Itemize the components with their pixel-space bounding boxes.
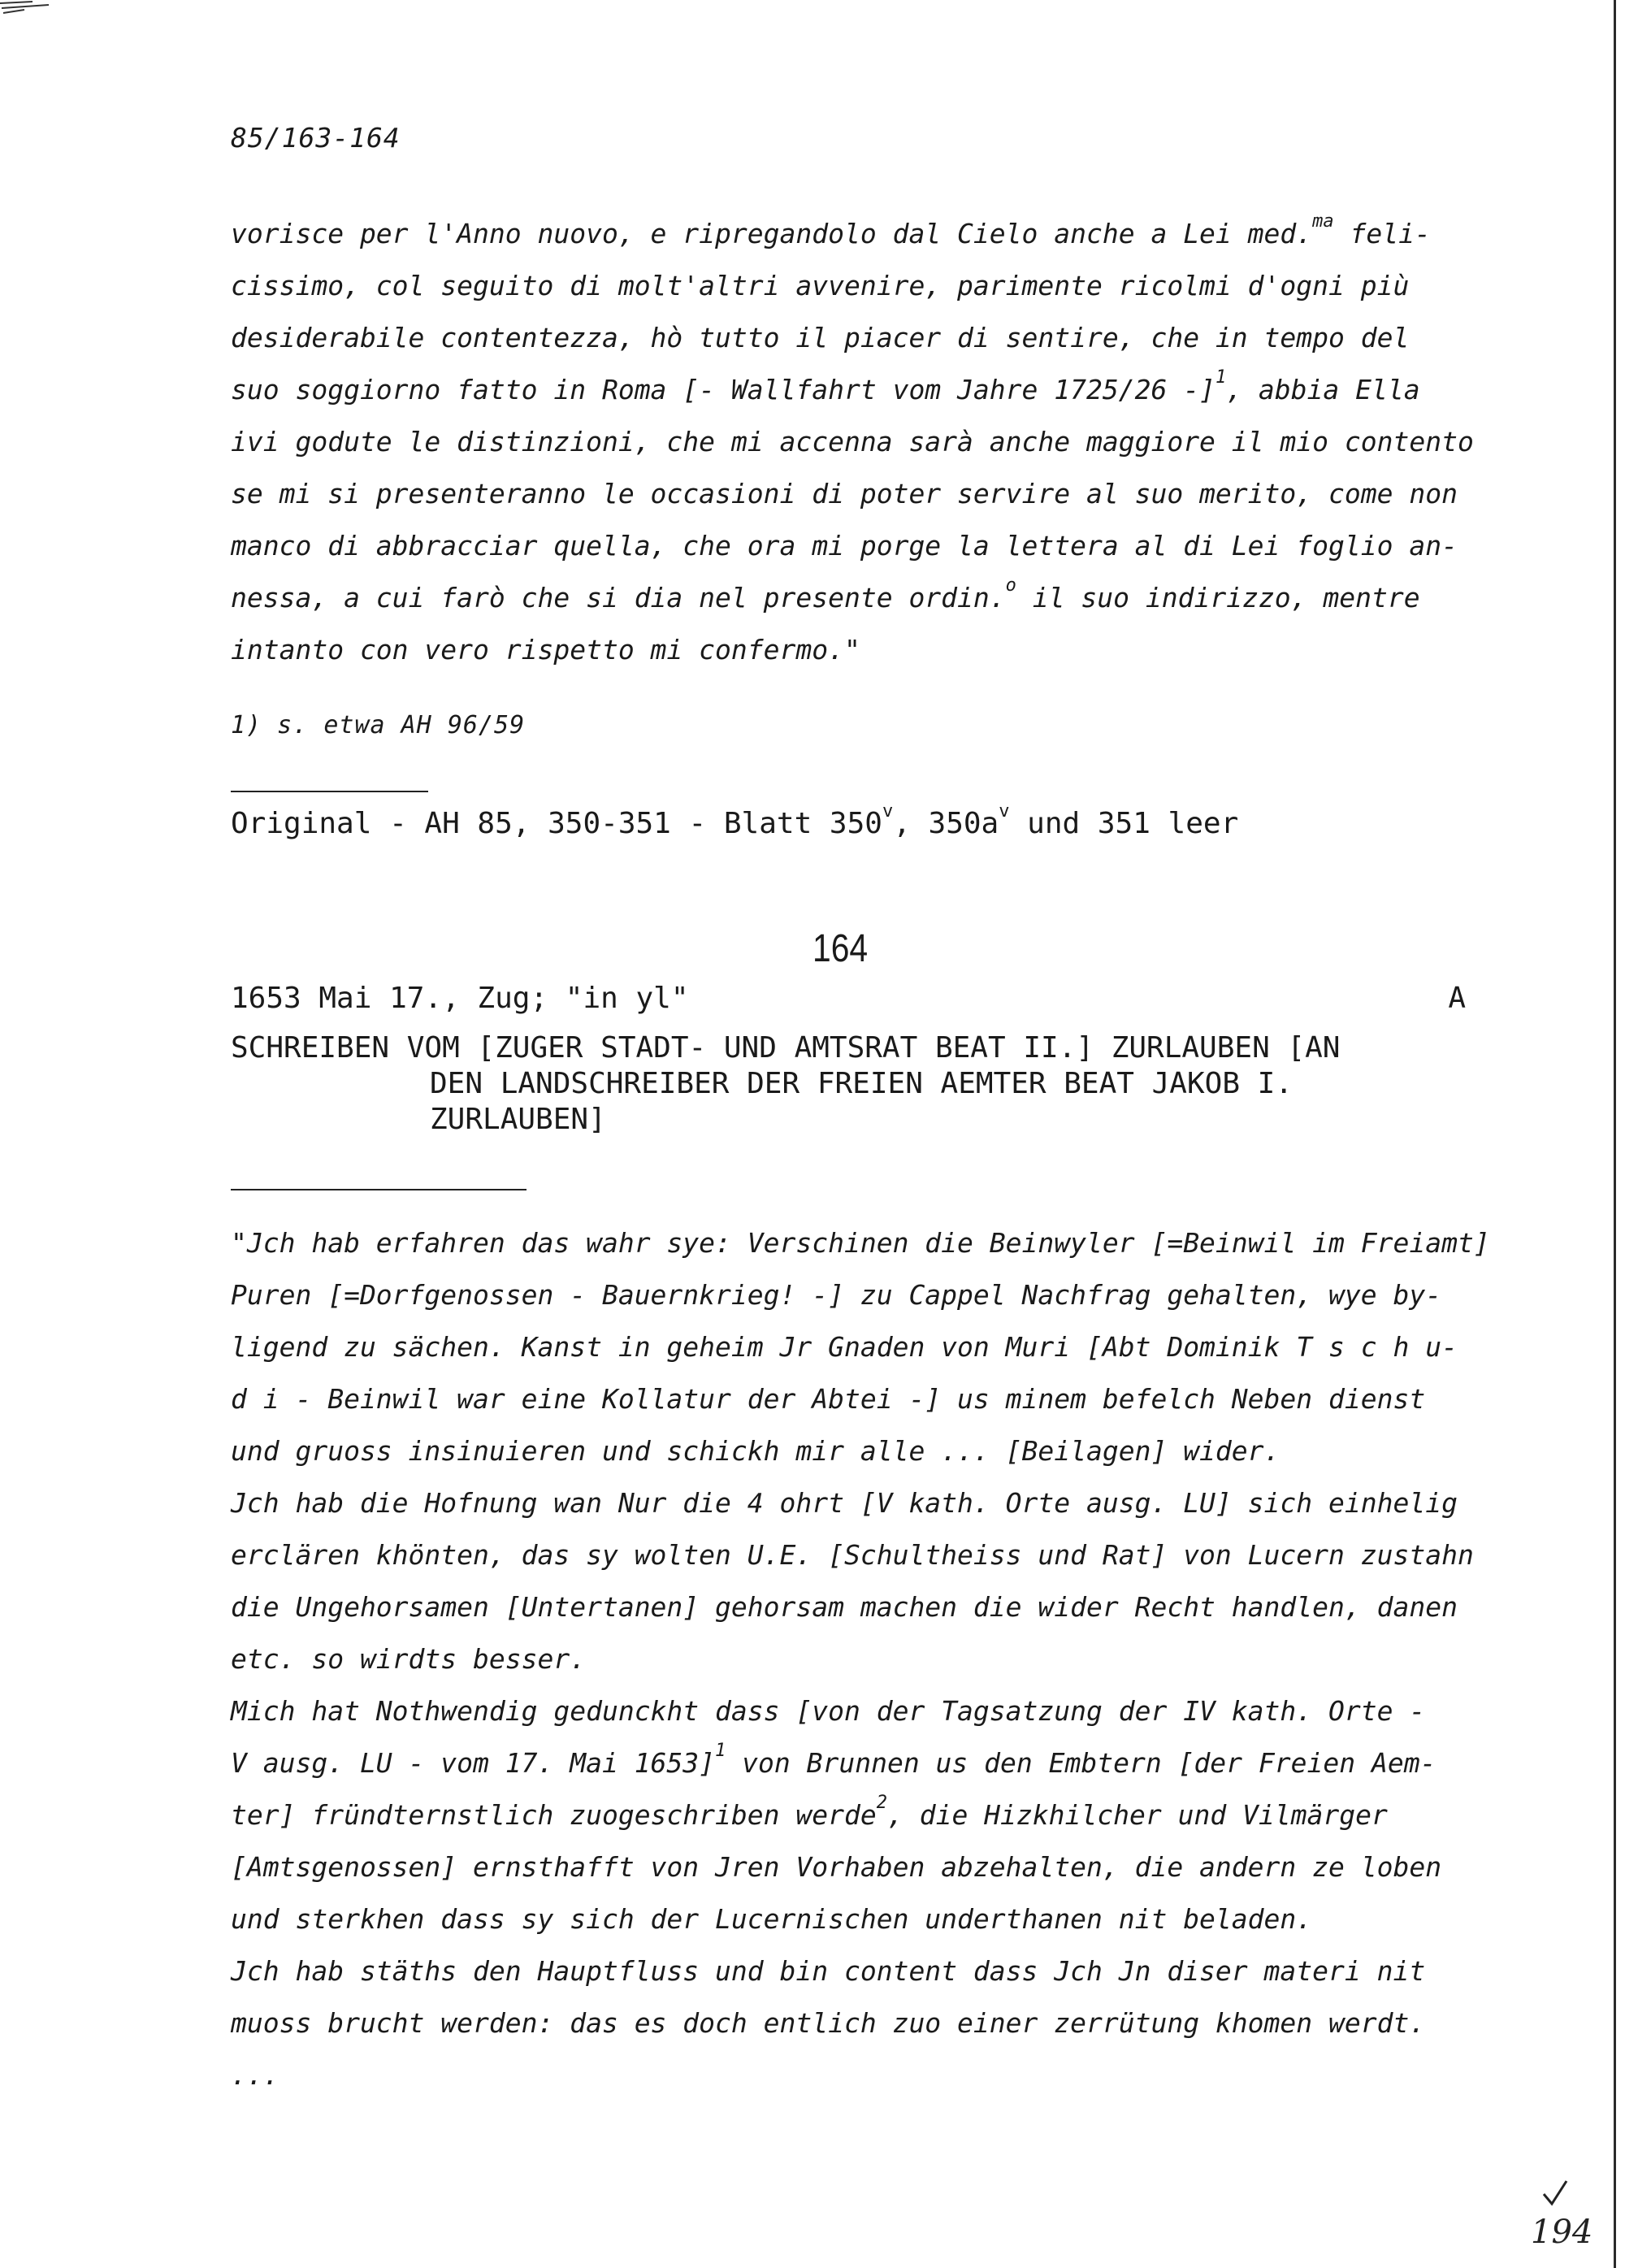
line-text: nessa, a cui farò che si dia nel presente ordin.: [231, 582, 1006, 614]
date-place-line: [231, 982, 1466, 1015]
heading-line: ZURLAUBEN]: [430, 1103, 606, 1136]
footnote: 1) s. etwa AH 96/59: [231, 711, 526, 739]
italian-passage: [231, 208, 1474, 676]
text-line: [231, 1841, 1490, 1893]
letter-text: [231, 1217, 1490, 2101]
line-text: suo soggiorno fatto in Roma [- Wallfahrt vom Jahre 1725/26 -]: [231, 374, 1216, 405]
corner-scan-mark: [0, 0, 57, 33]
line-text: von Brunnen us den Embtern [der Freien Aem-: [726, 1747, 1436, 1779]
text-line: [231, 468, 1474, 520]
line-text: und gruoss insinuieren und schickh mir alle ... [Beilagen] wider.: [231, 1435, 1280, 1467]
text-line: [231, 520, 1474, 572]
superscript: 2: [876, 1793, 887, 1813]
text-line: [231, 1477, 1490, 1529]
text-line: [231, 1685, 1490, 1737]
verso-mark: v: [999, 801, 1010, 822]
text-line: [231, 572, 1474, 624]
text-line: [231, 260, 1474, 312]
superscript: o: [1005, 575, 1016, 596]
line-text: [Amtsgenossen] ernsthafft von Jren Vorhaben abzehalten, die andern ze loben: [231, 1851, 1442, 1883]
line-text: , die Hizkhilcher und Vilmärger: [886, 1799, 1388, 1831]
line-text: Jch hab stäths den Hauptfluss und bin content dass Jch Jn diser materi nit: [231, 1955, 1426, 1987]
superscript: 1: [1215, 367, 1227, 388]
line-text: V ausg. LU - vom 17. Mai 1653]: [231, 1747, 716, 1779]
line-text: die Ungehorsamen [Untertanen] gehorsam machen die wider Recht handlen, danen: [231, 1591, 1458, 1623]
original-note-text: Original - AH 85, 350-351 - Blatt 350: [231, 807, 882, 840]
line-text: desiderabile contentezza, hò tutto il piacer di sentire, che in tempo del: [231, 322, 1410, 353]
line-text: se mi si presenteranno le occasioni di poter servire al suo merito, come non: [231, 478, 1458, 510]
line-text: manco di abbracciar quella, che ora mi porge la lettera al di Lei foglio an-: [231, 530, 1458, 562]
text-line: [231, 1737, 1490, 1789]
heading-line: SCHREIBEN VOM [ZUGER STADT- UND AMTSRAT BEAT II.] ZURLAUBEN [AN: [231, 1031, 1341, 1065]
line-text: "Jch hab erfahren das wahr sye: Verschinen die Beinwyler [=Beinwil im Freiamt]: [231, 1227, 1490, 1259]
line-text: vorisce per l'Anno nuovo, e ripregandolo dal Cielo anche a Lei med.: [231, 218, 1313, 249]
line-text: cissimo, col seguito di molt'altri avvenire, parimente ricolmi d'ogni più: [231, 270, 1410, 301]
line-text: feli-: [1333, 218, 1431, 249]
line-text: ...: [231, 2059, 280, 2091]
line-text: etc. so wirdts besser.: [231, 1643, 587, 1675]
text-line: [231, 1633, 1490, 1685]
superscript: ma: [1312, 211, 1334, 232]
line-text: ter] fründternstlich zuogeschriben werde: [231, 1799, 877, 1831]
line-text: intanto con vero rispetto mi confermo.": [231, 634, 860, 666]
original-note-text: , 350a: [893, 807, 999, 840]
line-text: Jch hab die Hofnung wan Nur die 4 ohrt [V kath. Orte ausg. LU] sich einhelig: [231, 1487, 1458, 1519]
classification-letter: A: [1448, 982, 1466, 1015]
text-line: [231, 1321, 1490, 1373]
line-text: ligend zu sächen. Kanst in geheim Jr Gnaden von Muri [Abt Dominik T s c h u-: [231, 1331, 1458, 1363]
line-text: Mich hat Nothwendig gedunckht dass [von der Tagsatzung der IV kath. Orte -: [231, 1695, 1426, 1727]
original-note: [231, 801, 1239, 840]
text-line: [231, 1373, 1490, 1425]
line-text: d i - Beinwil war eine Kollatur der Abtei -] us minem befelch Neben dienst: [231, 1383, 1426, 1415]
footnote-rule: [231, 791, 428, 792]
page-edge-line: [1614, 0, 1616, 2268]
text-line: [231, 208, 1474, 260]
original-note-text: und 351 leer: [1009, 807, 1239, 840]
line-text: il suo indirizzo, mentre: [1016, 582, 1420, 614]
text-line: [231, 624, 1474, 676]
text-line: [231, 1997, 1490, 2049]
text-line: [231, 364, 1474, 416]
page-reference: 85/163-164: [231, 122, 401, 154]
heading-line: DEN LANDSCHREIBER DER FREIEN AEMTER BEAT JAKOB I.: [430, 1067, 1294, 1100]
text-line: [231, 1581, 1490, 1633]
line-text: Puren [=Dorfgenossen - Bauernkrieg! -] zu Cappel Nachfrag gehalten, wye by-: [231, 1279, 1442, 1311]
line-text: ivi godute le distinzioni, che mi accenna sarà anche maggiore il mio contento: [231, 426, 1474, 458]
line-text: erclären khönten, das sy wolten U.E. [Schultheiss und Rat] von Lucern zustahn: [231, 1539, 1474, 1571]
text-line: [231, 2049, 1490, 2101]
text-line: [231, 1529, 1490, 1581]
line-text: , abbia Ella: [1226, 374, 1420, 405]
document-heading: [231, 1030, 1340, 1138]
text-line: [231, 1945, 1490, 1997]
heading-rule: [231, 1189, 526, 1190]
date-place: 1653 Mai 17., Zug; "in yl": [231, 982, 689, 1015]
handwritten-archive-mark: [1528, 2178, 1601, 2251]
archive-mark-number: 194: [1531, 2214, 1593, 2251]
text-line: [231, 1893, 1490, 1945]
text-line: [231, 1217, 1490, 1269]
text-line: [231, 416, 1474, 468]
line-text: muoss brucht werden: das es doch entlich zuo einer zerrütung khomen werdt.: [231, 2007, 1426, 2039]
line-text: und sterkhen dass sy sich der Lucernischen underthanen nit beladen.: [231, 1903, 1313, 1935]
text-line: [231, 312, 1474, 364]
verso-mark: v: [882, 801, 894, 822]
document-number: 164: [812, 927, 869, 970]
superscript: 1: [715, 1741, 726, 1761]
text-line: [231, 1789, 1490, 1841]
text-line: [231, 1425, 1490, 1477]
text-line: [231, 1269, 1490, 1321]
